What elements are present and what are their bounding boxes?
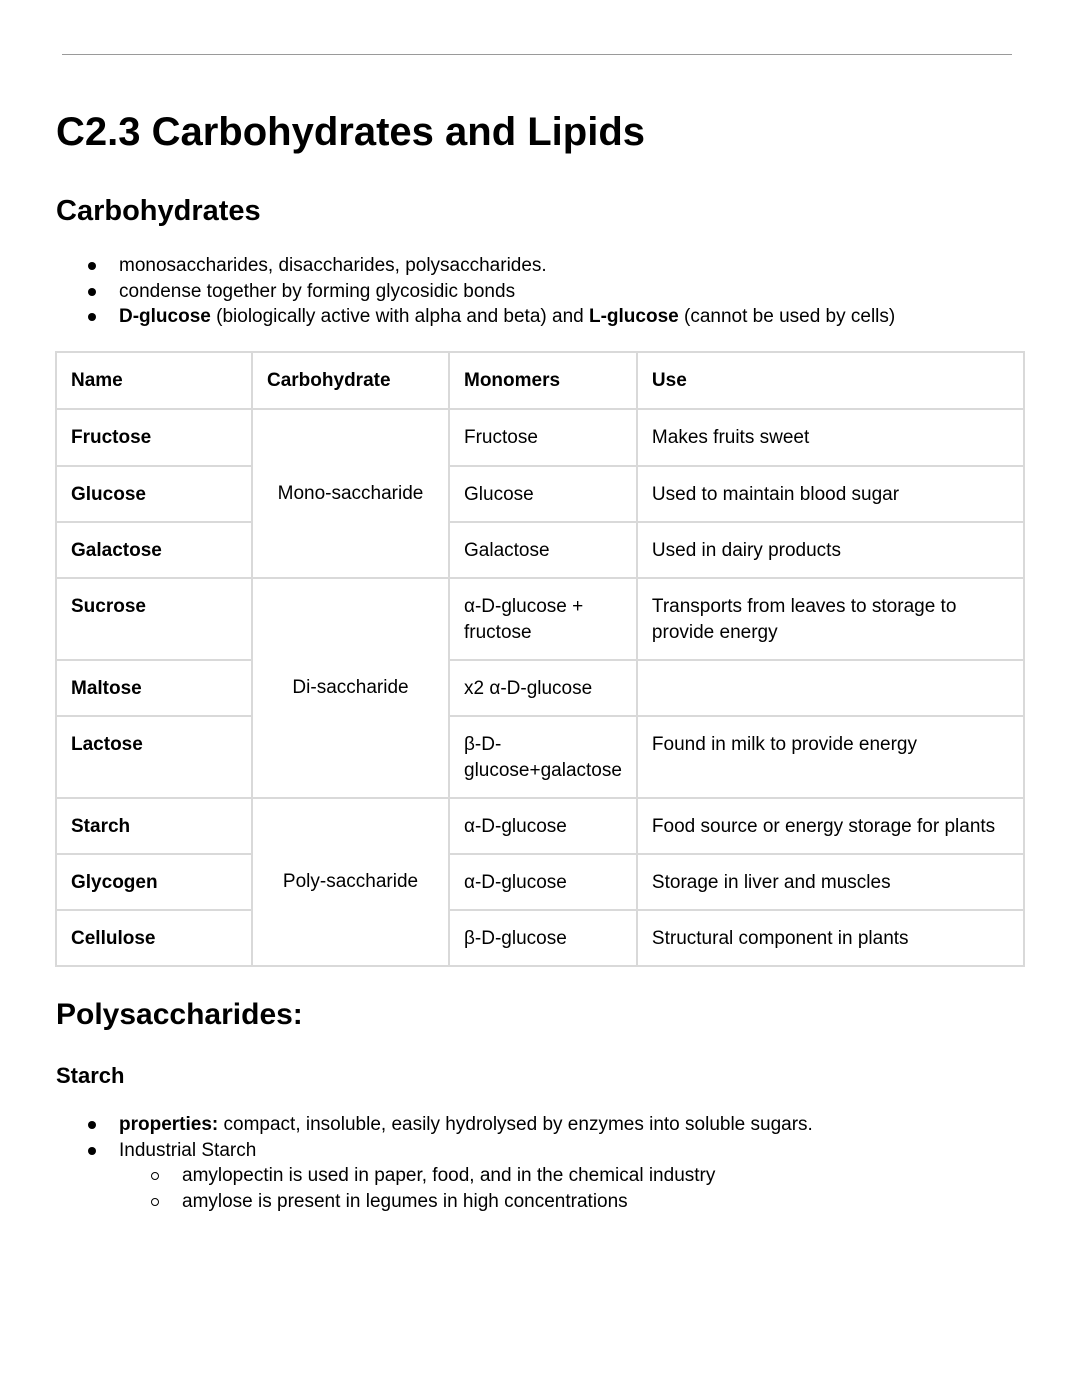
top-divider xyxy=(62,54,1012,55)
cell-name: Maltose xyxy=(56,660,252,716)
cell-name: Sucrose xyxy=(56,578,252,660)
cell-monomers: β-D-glucose+galactose xyxy=(449,716,637,798)
bold-term: L-glucose xyxy=(588,306,679,327)
bold-term: D-glucose xyxy=(119,306,211,327)
bullet-dot-icon xyxy=(88,313,96,321)
section-heading-carbohydrates: Carbohydrates xyxy=(56,195,261,227)
bullet-item xyxy=(0,304,895,330)
bullet-item xyxy=(0,279,895,305)
cell-use: Used to maintain blood sugar xyxy=(637,466,1024,522)
page-title: C2.3 Carbohydrates and Lipids xyxy=(56,110,646,154)
bullet-text: Industrial Starch xyxy=(119,1139,257,1161)
bullet-text: monosaccharides, disaccharides, polysaccharides. xyxy=(119,255,547,276)
cell-group-monosaccharide: Mono-saccharide xyxy=(252,409,449,578)
cell-monomers: β-D-glucose xyxy=(449,910,637,966)
bullet-dot-icon xyxy=(88,1121,96,1129)
bullet-text: condense together by forming glycosidic bonds xyxy=(119,280,516,302)
bullet-item xyxy=(0,253,895,279)
sub-bullet-item xyxy=(0,1189,813,1215)
cell-monomers: Fructose xyxy=(449,409,637,466)
cell-use: Transports from leaves to storage to provide energy xyxy=(637,578,1024,660)
cell-monomers: Galactose xyxy=(449,522,637,578)
table-row xyxy=(56,578,1024,660)
header-carbohydrate: Carbohydrate xyxy=(252,352,449,409)
hollow-bullet-icon xyxy=(151,1198,159,1206)
sub-bullet-text: amylopectin is used in paper, food, and in the chemical industry xyxy=(182,1165,716,1186)
cell-name: Cellulose xyxy=(56,910,252,966)
bullet-text: (cannot be used by cells) xyxy=(678,306,896,327)
table-row xyxy=(56,466,1024,522)
bullet-text: compact, insoluble, easily hydrolysed by enzymes into soluble sugars. xyxy=(218,1114,813,1135)
cell-name: Glucose xyxy=(56,466,252,522)
cell-monomers: α-D-glucose xyxy=(449,798,637,854)
cell-name: Starch xyxy=(56,798,252,854)
cell-use: Found in milk to provide energy xyxy=(637,716,1024,798)
cell-use: Used in dairy products xyxy=(637,522,1024,578)
section-heading-polysaccharides: Polysaccharides: xyxy=(56,998,303,1031)
header-use: Use xyxy=(637,352,1024,409)
sub-bullet-text: amylose is present in legumes in high concentrations xyxy=(182,1190,628,1212)
carbohydrates-bullet-list xyxy=(0,253,895,330)
table-row xyxy=(56,854,1024,910)
cell-monomers: α-D-glucose + fructose xyxy=(449,578,637,660)
sub-bullet-item xyxy=(0,1163,813,1189)
cell-name: Lactose xyxy=(56,716,252,798)
header-monomers: Monomers xyxy=(449,352,637,409)
cell-use: Storage in liver and muscles xyxy=(637,854,1024,910)
cell-monomers: x2 α-D-glucose xyxy=(449,660,637,716)
table-row xyxy=(56,660,1024,716)
bold-term: properties: xyxy=(119,1114,219,1135)
bullet-text: (biologically active with alpha and beta) and xyxy=(210,306,589,327)
hollow-bullet-icon xyxy=(151,1172,159,1180)
bullet-dot-icon xyxy=(88,288,96,296)
table-row xyxy=(56,910,1024,966)
table-row xyxy=(56,409,1024,466)
cell-use xyxy=(637,660,1024,716)
cell-monomers: Glucose xyxy=(449,466,637,522)
cell-use: Food source or energy storage for plants xyxy=(637,798,1024,854)
bullet-item xyxy=(0,1138,813,1164)
cell-name: Glycogen xyxy=(56,854,252,910)
cell-group-polysaccharide: Poly-saccharide xyxy=(252,798,449,966)
cell-monomers: α-D-glucose xyxy=(449,854,637,910)
cell-use: Makes fruits sweet xyxy=(637,409,1024,466)
table-row xyxy=(56,522,1024,578)
cell-group-disaccharide: Di-saccharide xyxy=(252,578,449,798)
bullet-dot-icon xyxy=(88,1147,96,1155)
subheading-starch: Starch xyxy=(56,1063,125,1088)
cell-name: Galactose xyxy=(56,522,252,578)
cell-use: Structural component in plants xyxy=(637,910,1024,966)
starch-bullet-list xyxy=(0,1112,813,1214)
table-row xyxy=(56,716,1024,798)
carbohydrates-table xyxy=(55,351,1025,967)
cell-name: Fructose xyxy=(56,409,252,466)
header-name: Name xyxy=(56,352,252,409)
bullet-item xyxy=(0,1112,813,1138)
bullet-dot-icon xyxy=(88,262,96,270)
table-row xyxy=(56,798,1024,854)
table-header-row xyxy=(56,352,1024,409)
